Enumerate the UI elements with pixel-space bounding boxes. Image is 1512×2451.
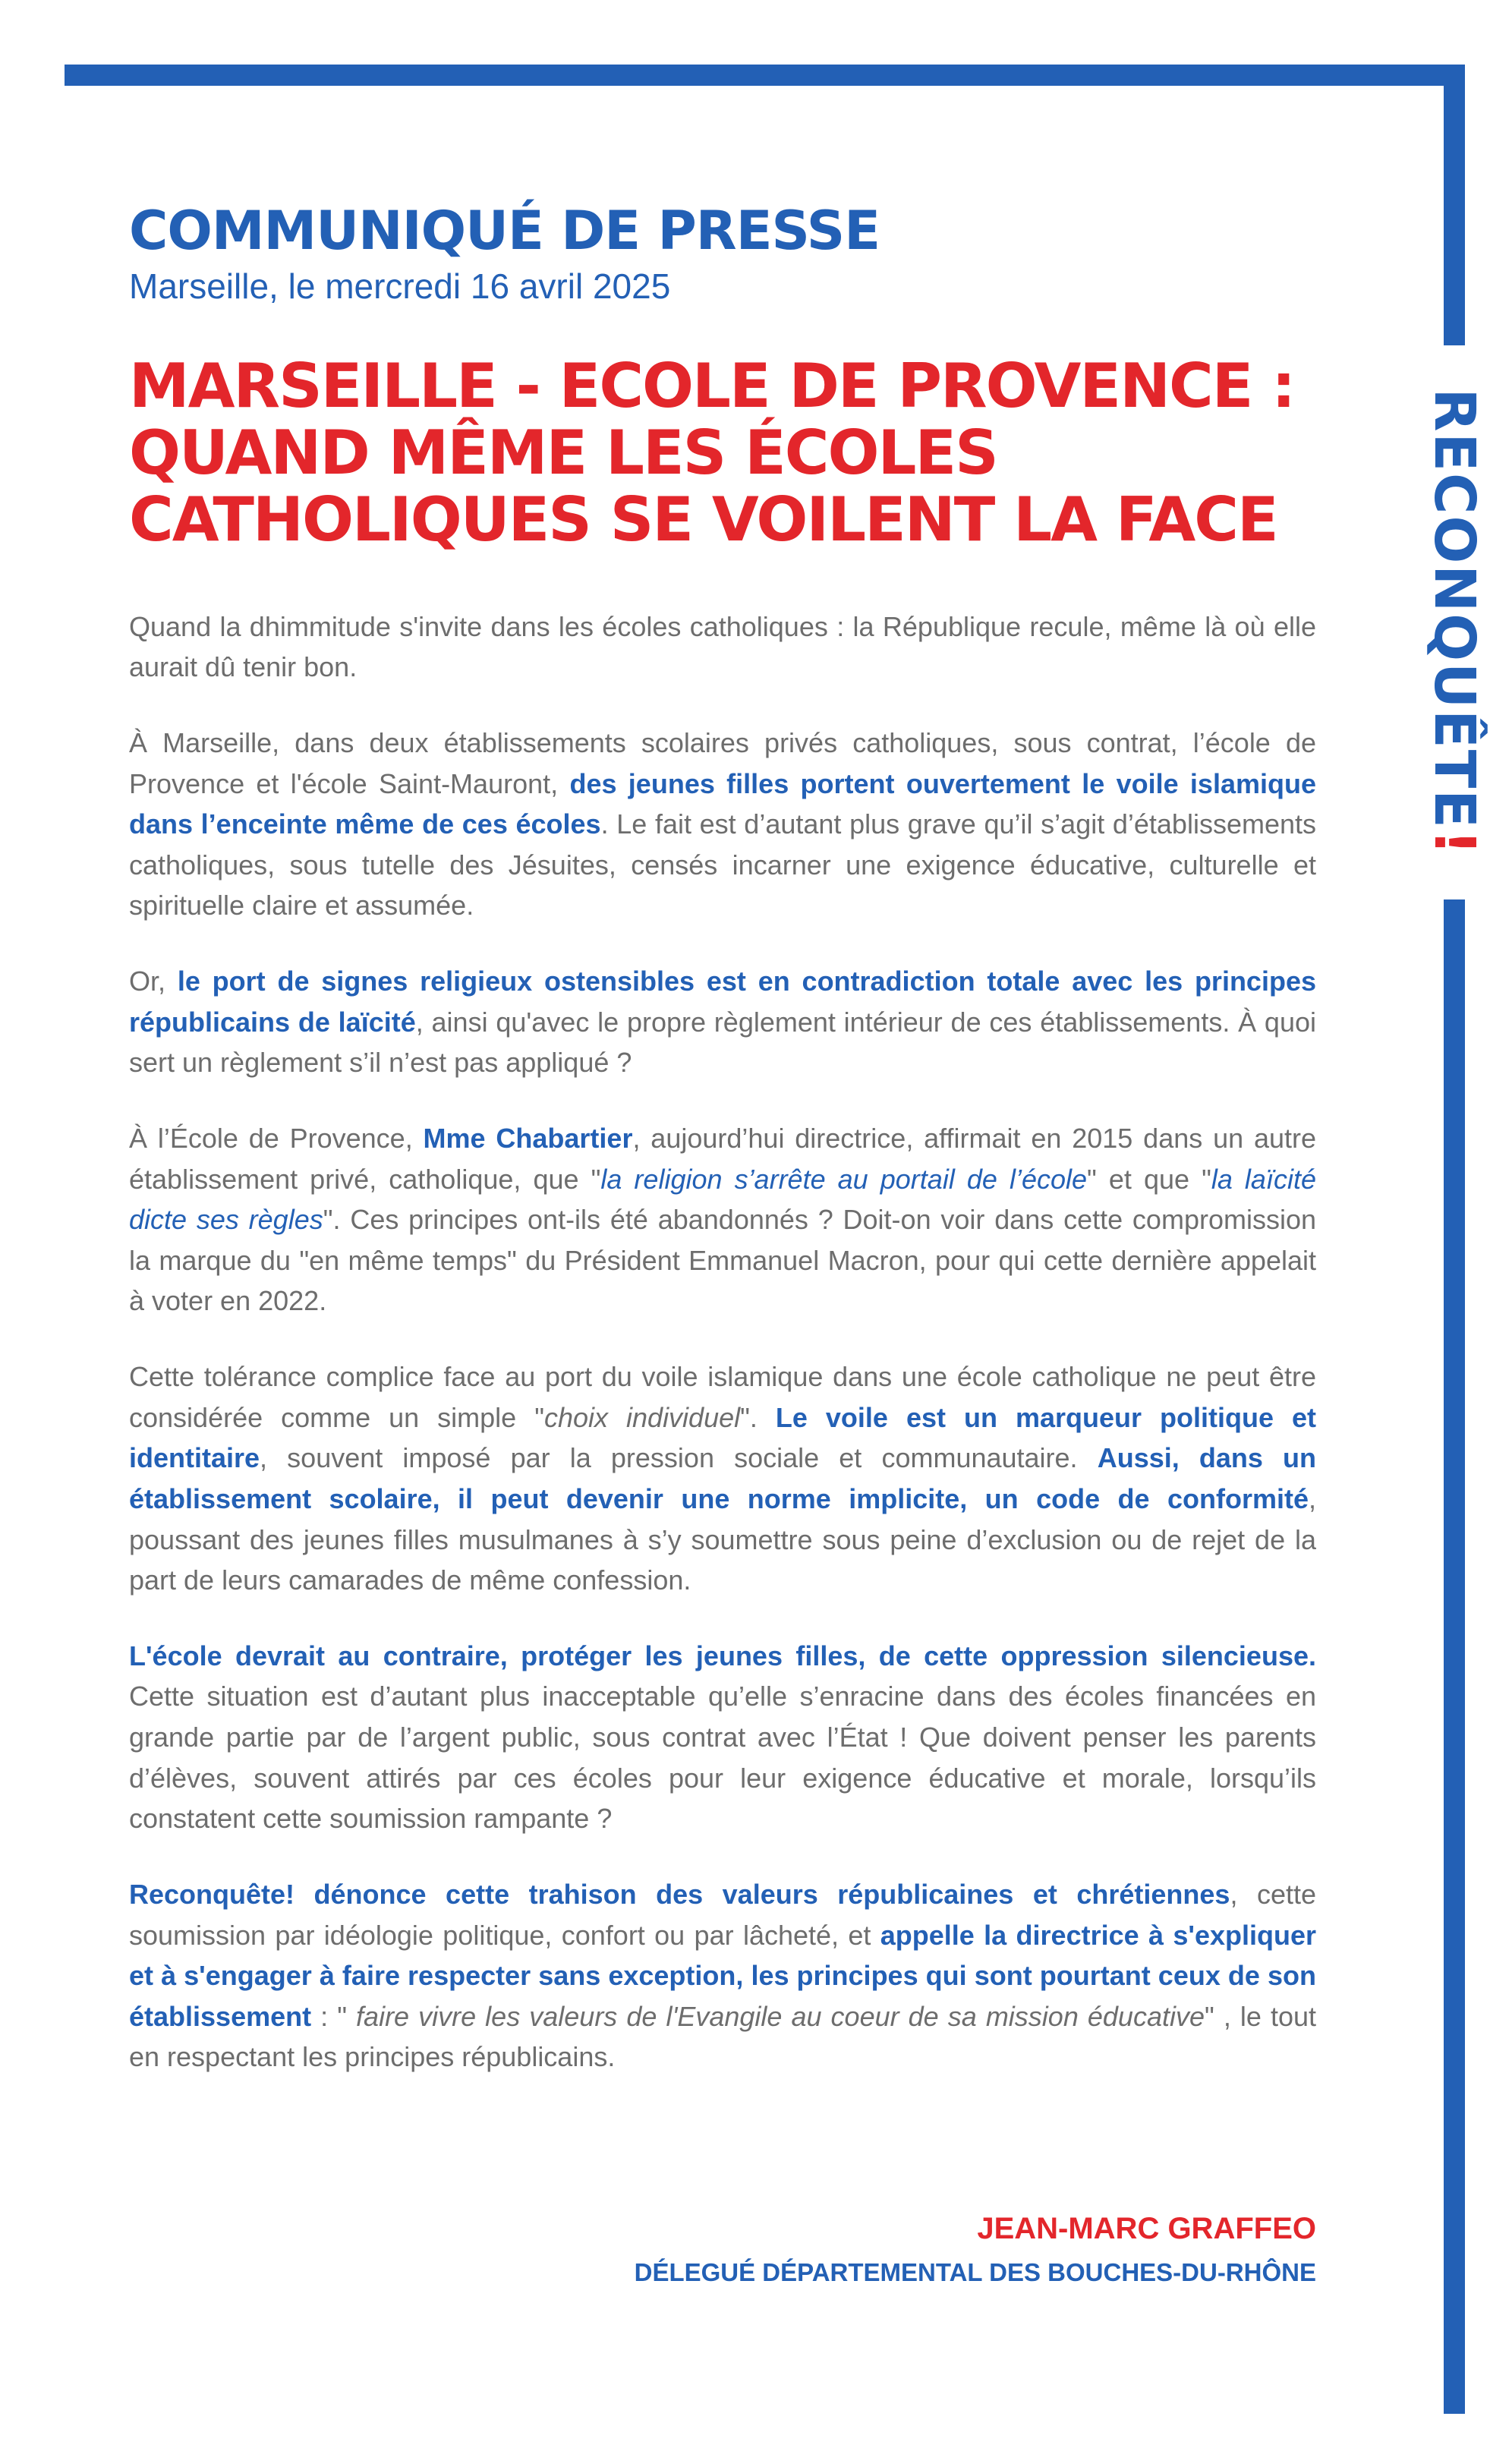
body-paragraph <box>129 1356 1316 1601</box>
body-text: À l’École de Provence, <box>129 1122 424 1154</box>
emphasis-text: Le voile est un marqueur politique et identitaire <box>129 1401 1316 1474</box>
body-paragraph <box>129 723 1316 926</box>
body-text: ". <box>740 1401 776 1433</box>
article-body <box>129 606 1316 2078</box>
body-text: : " <box>311 2000 357 2032</box>
brand-logo-mark: ! <box>1422 829 1487 857</box>
body-paragraph <box>129 1118 1316 1322</box>
body-text: , souvent imposé par la pression sociale et communautaire. <box>260 1442 1098 1474</box>
body-paragraph <box>129 606 1316 688</box>
body-text: " et que " <box>1087 1163 1211 1195</box>
body-text: , ainsi qu'avec le propre règlement intérieur de ces établissements. À quoi sert un règlement s’il n’est pas appliqué ? <box>129 1006 1316 1079</box>
headline <box>129 350 1316 555</box>
body-text: , cette soumission par idéologie politique, confort ou par lâcheté, et <box>129 1878 1316 1951</box>
body-paragraph <box>129 1874 1316 2078</box>
body-text: , aujourd’hui directrice, affirmait en 2015 dans un autre établissement privé, catholique, que " <box>129 1122 1317 1195</box>
frame-right-bar-lower <box>1444 899 1465 2414</box>
emphasis-text: L'école devrait au contraire, protéger les jeunes filles, de cette oppression silencieuse. <box>129 1640 1316 1671</box>
body-text: ". Ces principes ont-ils été abandonnés ? Doit-on voir dans cette compromission la marque du "en même temps" du Président Emmanuel Macron, pour qui cette dernière appelait à voter en 2022. <box>129 1204 1316 1317</box>
dateline: Marseille, le mercredi 16 avril 2025 <box>129 266 671 306</box>
frame-right-bar-upper <box>1444 65 1465 345</box>
headline-line: CATHOLIQUES SE VOILENT LA FACE <box>129 484 1277 555</box>
emphasis-text: Mme Chabartier <box>423 1122 633 1154</box>
emphasis-text: appelle la directrice à s'expliquer et à s'engager à faire respecter sans exception, les principes qui sont pourtant ceux de son établissement <box>129 1919 1316 2032</box>
quoted-text: la laïcité dicte ses règles <box>129 1163 1316 1236</box>
body-text: Quand la dhimmitude s'invite dans les écoles catholiques : la République recule, même là où elle aurait dû tenir bon. <box>129 610 1316 683</box>
body-text: À Marseille, dans deux établissements scolaires privés catholiques, sous contrat, l’école de Provence et l'école Saint-Mauront, <box>129 726 1316 799</box>
body-text: Cette tolérance complice face au port du voile islamique dans une école catholique ne peut être considérée comme un simple " <box>129 1361 1316 1433</box>
body-text: Or, <box>129 966 178 997</box>
quoted-text: la religion s’arrête au portail de l’école <box>600 1163 1088 1195</box>
headline-line: QUAND MÊME LES ÉCOLES <box>129 417 997 488</box>
body-text: " , le tout en respectant les principes républicains. <box>129 2000 1316 2073</box>
italic-text: faire vivre les valeurs de l'Evangile au coeur de sa mission éducative <box>356 2000 1205 2032</box>
emphasis-text: des jeunes filles portent ouvertement le voile islamique dans l’enceinte même de ces écoles <box>129 767 1316 840</box>
emphasis-text: le port de signes religieux ostensibles est en contradiction totale avec les principes républicains de laïcité <box>129 966 1316 1038</box>
press-release <box>129 200 1317 2112</box>
emphasis-text: Aussi, dans un établissement scolaire, il peut devenir une norme implicite, un code de conformité <box>129 1442 1317 1514</box>
signature-block <box>635 2210 1316 2288</box>
document-type: COMMUNIQUÉ DE PRESSE <box>129 200 880 262</box>
body-text: Cette situation est d’autant plus inacceptable qu’elle s’enracine dans des écoles financées en grande partie par de l’argent public, sous contrat avec l’État ! Que doivent penser les parents d’élèves, souvent attirés par ces écoles pour leur exigence éducative et morale, lorsqu’ils constatent cette soumission rampante ? <box>129 1681 1316 1835</box>
italic-text: choix individuel <box>543 1401 741 1433</box>
emphasis-text: Reconquête! dénonce cette trahison des valeurs républicaines et chrétiennes <box>129 1878 1230 1910</box>
body-paragraph <box>129 1636 1316 1839</box>
body-text: , poussant des jeunes filles musulmanes à s’y soumettre sous peine d’exclusion ou de rejet de la part de leurs camarades de même confession. <box>129 1482 1316 1596</box>
brand-logo-text: RECONQUÊTE <box>1422 388 1487 830</box>
signatory-name: JEAN-MARC GRAFFEO <box>977 2212 1316 2245</box>
headline-line: MARSEILLE - ECOLE DE PROVENCE : <box>129 350 1295 421</box>
body-text: . Le fait est d’autant plus grave qu’il s’agit d’établissements catholiques, sous tutelle des Jésuites, censés incarner une exigence éducative, culturelle et spirituelle claire et assumée. <box>129 808 1317 921</box>
signatory-title: DÉLEGUÉ DÉPARTEMENTAL DES BOUCHES-DU-RHÔNE <box>634 2258 1316 2286</box>
frame-top-bar <box>65 65 1465 86</box>
brand-logo <box>1422 388 1487 857</box>
body-paragraph <box>129 961 1316 1083</box>
